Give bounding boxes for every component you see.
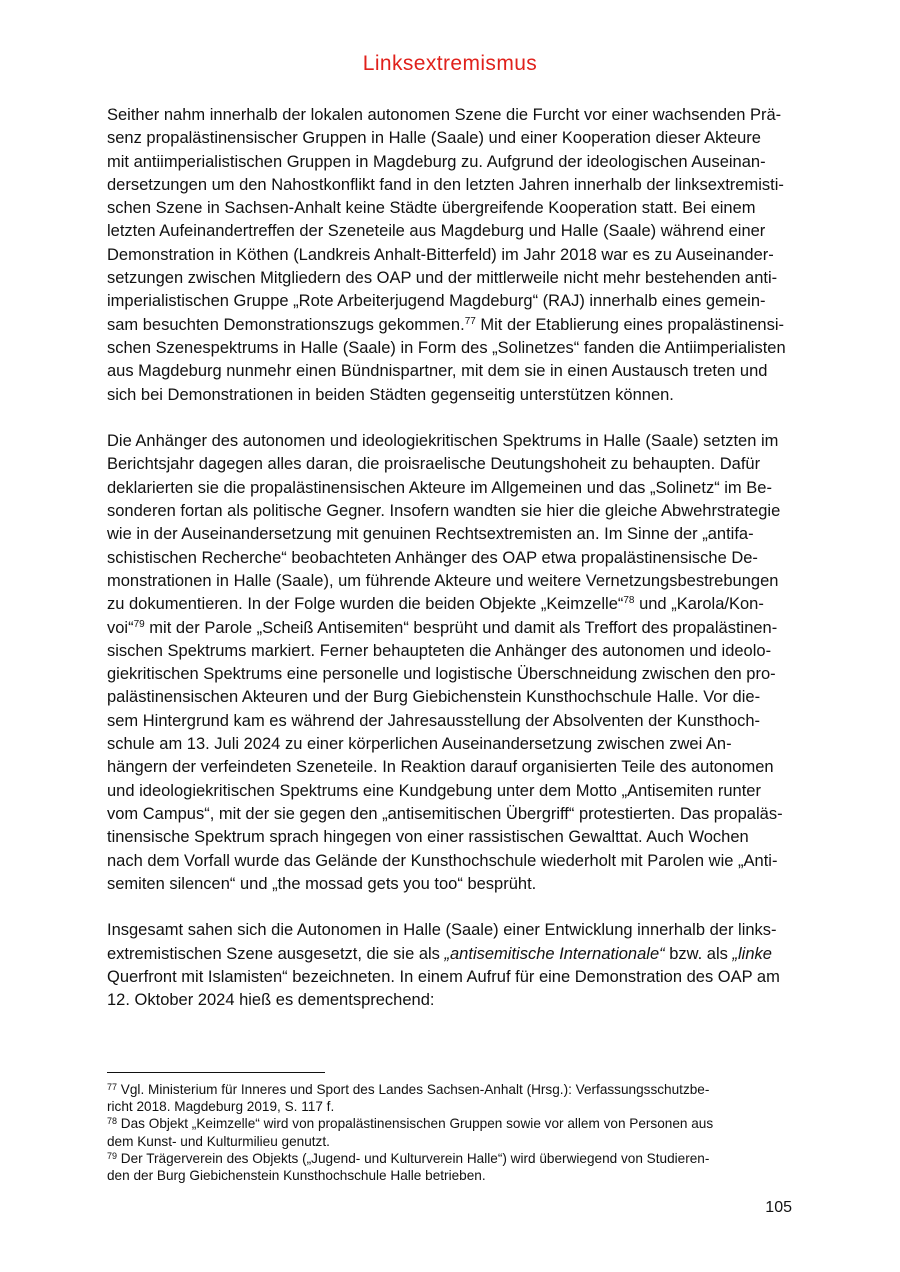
text-line: Die Anhänger des autonomen und ideologiekritischen Spektrums in Halle (Saale) setzten im bbox=[107, 432, 779, 451]
footnote-text: Vgl. Ministerium für Inneres und Sport des Landes Sachsen-Anhalt (Hrsg.): Verfassungsschutzbe- bbox=[120, 1082, 710, 1097]
text-line: hängern der verfeindeten Szeneteile. In Reaktion darauf organisierten Teile des autonomen bbox=[107, 758, 774, 777]
text-segment: Mit der Etablierung eines propalästinensi- bbox=[475, 315, 784, 334]
text-line: 12. Oktober 2024 hieß es dementsprechend: bbox=[107, 991, 435, 1010]
footnote-line bbox=[107, 1150, 797, 1167]
text-line: letzten Aufeinandertreffen der Szeneteile aus Magdeburg und Halle (Saale) während einer bbox=[107, 222, 766, 241]
text-line: und ideologiekritischen Spektrums eine Kundgebung unter dem Motto „Antisemiten runter bbox=[107, 781, 761, 800]
page-number: 105 bbox=[765, 1199, 792, 1216]
footnote-line: den der Burg Giebichenstein Kunsthochschule Halle betrieben. bbox=[107, 1168, 486, 1184]
text-line: palästinensischen Akteuren und der Burg Giebichenstein Kunsthochschule Halle. Vor die- bbox=[107, 688, 761, 707]
text-line: schen Szenespektrums in Halle (Saale) in Form des „Solinetzes“ fanden die Antiimperialisten bbox=[107, 338, 786, 357]
text-line: giekritischen Spektrums eine personelle und logistische Überschneidung zwischen den pro- bbox=[107, 665, 776, 684]
text-segment: bzw. als bbox=[664, 944, 733, 963]
footnote-ref-78[interactable]: 78 bbox=[623, 595, 635, 607]
text-segment: extremistischen Szene ausgesetzt, die sie als bbox=[107, 944, 445, 963]
text-segment: voi“ bbox=[107, 618, 134, 637]
text-line: sonderen fortan als politische Gegner. Insofern wandten sie hier die gleiche Abwehrstrategie bbox=[107, 502, 781, 521]
footnote-line: richt 2018. Magdeburg 2019, S. 117 f. bbox=[107, 1099, 335, 1115]
footnote-ref-77[interactable]: 77 bbox=[464, 315, 476, 327]
footnotes bbox=[107, 1081, 797, 1184]
footnote-number: 77 bbox=[107, 1082, 118, 1092]
text-line: Insgesamt sahen sich die Autonomen in Halle (Saale) einer Entwicklung innerhalb der links- bbox=[107, 921, 777, 940]
footnote-line bbox=[107, 1115, 797, 1132]
text-line: Berichtsjahr dagegen alles daran, die proisraelische Deutungshoheit zu behaupten. Dafür bbox=[107, 455, 761, 474]
footnote-separator bbox=[107, 1072, 325, 1073]
paragraph-gap bbox=[107, 896, 797, 919]
text-line: semiten silencen“ und „the mossad gets you too“ besprüht. bbox=[107, 874, 537, 893]
italic-quote: „linke bbox=[732, 944, 772, 963]
text-segment: mit der Parole „Scheiß Antisemiten“ besprüht und damit als Treffort des propalästinen- bbox=[144, 618, 778, 637]
text-line bbox=[107, 314, 797, 337]
text-line bbox=[107, 617, 797, 640]
text-line: nach dem Vorfall wurde das Gelände der Kunsthochschule wiederholt mit Parolen wie „Anti- bbox=[107, 851, 778, 870]
text-line: sich bei Demonstrationen in beiden Städten gegenseitig unterstützen können. bbox=[107, 385, 674, 404]
footnote-line: dem Kunst- und Kulturmilieu genutzt. bbox=[107, 1133, 330, 1149]
footnote-79 bbox=[107, 1150, 797, 1184]
text-line: imperialistischen Gruppe „Rote Arbeiterjugend Magdeburg“ (RAJ) innerhalb eines gemein- bbox=[107, 292, 766, 311]
text-line: sischen Spektrums markiert. Ferner behaupteten die Anhänger des autonomen und ideolo- bbox=[107, 641, 772, 660]
footnote-text: Das Objekt „Keimzelle“ wird von propalästinensischen Gruppen sowie vor allem von Personen aus bbox=[120, 1116, 714, 1132]
text-line: Seither nahm innerhalb der lokalen autonomen Szene die Furcht vor einer wachsenden Prä- bbox=[107, 106, 782, 124]
text-line: tinensische Spektrum sprach hingegen von einer rassistischen Gewalttat. Auch Wochen bbox=[107, 828, 749, 847]
text-line: aus Magdeburg nunmehr einen Bündnispartner, mit dem sie in einen Austausch treten und bbox=[107, 362, 768, 381]
footnote-ref-79[interactable]: 79 bbox=[133, 618, 145, 630]
running-header-title: Linksextremismus bbox=[362, 52, 538, 75]
text-line: schule am 13. Juli 2024 zu einer körperlichen Auseinandersetzung zwischen zwei An- bbox=[107, 735, 732, 754]
text-line: deklarierten sie die propalästinensischen Akteure im Allgemeinen und das „Solinetz“ im Be- bbox=[107, 478, 772, 497]
text-line: setzungen zwischen Mitgliedern des OAP und der mittlerweile nicht mehr bestehenden anti- bbox=[107, 269, 778, 288]
text-line: schistischen Recherche“ beobachteten Anhänger des OAP etwa propalästinensische De- bbox=[107, 548, 758, 567]
paragraph-gap bbox=[107, 407, 797, 430]
text-line: monstrationen in Halle (Saale), um führende Akteure und weitere Vernetzungsbestrebungen bbox=[107, 571, 779, 590]
text-line: Demonstration in Köthen (Landkreis Anhalt-Bitterfeld) im Jahr 2018 war es zu Auseinander- bbox=[107, 245, 774, 264]
text-line: dersetzungen um den Nahostkonflikt fand in den letzten Jahren innerhalb der linksextremisti- bbox=[107, 175, 784, 194]
footnote-line bbox=[107, 1081, 797, 1098]
body-text bbox=[107, 104, 797, 1013]
footnote-text: Der Trägerverein des Objekts („Jugend- und Kulturverein Halle“) wird überwiegend von Studieren- bbox=[120, 1150, 710, 1166]
footnote-77 bbox=[107, 1081, 797, 1115]
text-segment: und „Karola/Kon- bbox=[634, 595, 764, 614]
footnote-number: 79 bbox=[107, 1150, 118, 1161]
text-segment: zu dokumentieren. In der Folge wurden die beiden Objekte „Keimzelle“ bbox=[107, 595, 624, 614]
text-line: wie in der Auseinandersetzung mit genuinen Rechtsextremisten an. Im Sinne der „antifa- bbox=[107, 525, 754, 544]
paragraph bbox=[107, 919, 797, 1012]
text-line: mit antiimperialistischen Gruppen in Magdeburg zu. Aufgrund der ideologischen Auseinan- bbox=[107, 152, 766, 171]
text-line bbox=[107, 943, 797, 966]
text-line bbox=[107, 593, 797, 616]
text-line: Querfront mit Islamisten“ bezeichneten. In einem Aufruf für eine Demonstration des OAP am bbox=[107, 967, 780, 986]
text-line: vom Campus“, mit der sie gegen den „antisemitischen Übergriff“ protestierten. Das propaläs- bbox=[107, 804, 783, 823]
text-segment: sam besuchten Demonstrationszugs gekommen. bbox=[107, 315, 465, 334]
footnote-number: 78 bbox=[107, 1116, 118, 1127]
text-line: sem Hintergrund kam es während der Jahresausstellung der Absolventen der Kunsthoch- bbox=[107, 711, 761, 730]
text-line: schen Szene in Sachsen-Anhalt keine Städte übergreifende Kooperation statt. Bei einem bbox=[107, 199, 756, 218]
text-line: senz propalästinensischer Gruppen in Halle (Saale) und einer Kooperation dieser Akteure bbox=[107, 129, 761, 148]
paragraph bbox=[107, 104, 797, 407]
italic-quote: „antisemitische Internationale“ bbox=[444, 944, 665, 963]
paragraph bbox=[107, 430, 797, 896]
footnote-78 bbox=[107, 1115, 797, 1149]
